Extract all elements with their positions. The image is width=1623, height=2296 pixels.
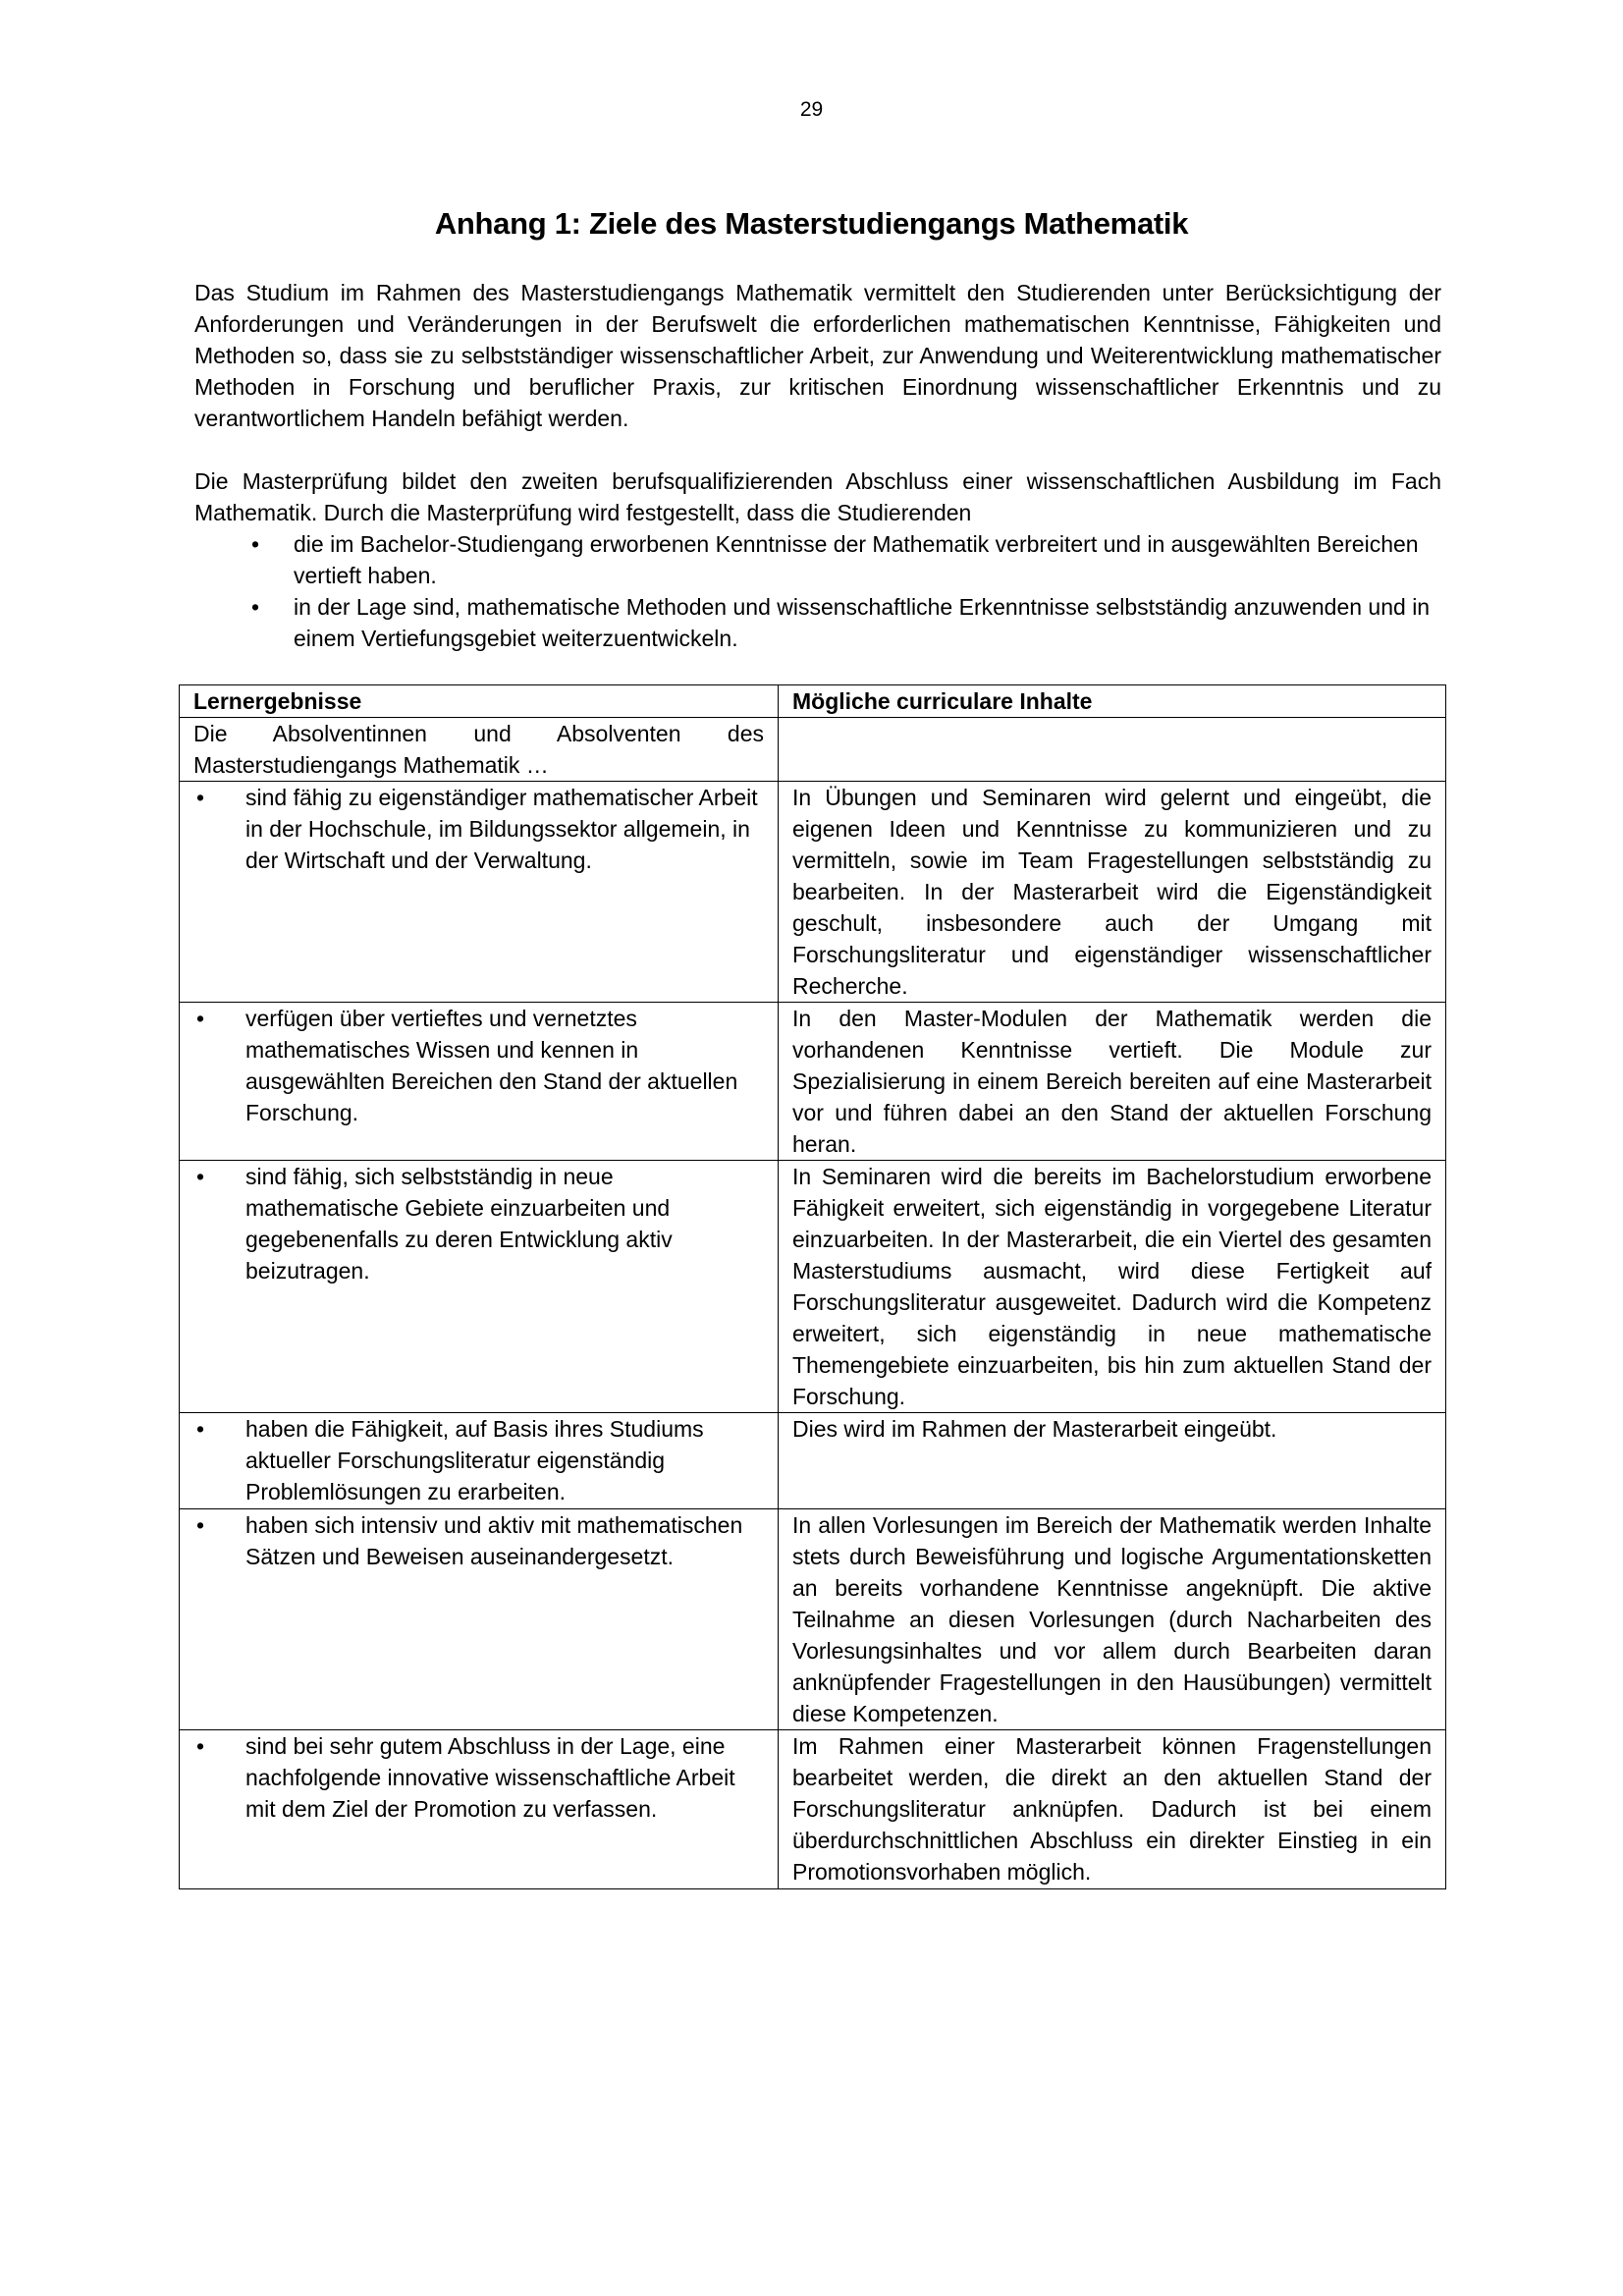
bullet-icon: • bbox=[196, 1006, 205, 1031]
outcome-cell bbox=[180, 1003, 779, 1161]
list-item-text: die im Bachelor-Studiengang erworbenen Kenntnisse der Mathematik verbreitert und in ausgewählten Bereichen vertieft haben. bbox=[294, 531, 1419, 588]
learning-outcomes-table bbox=[179, 684, 1446, 1889]
bullet-icon: • bbox=[196, 1733, 205, 1759]
content-cell: Dies wird im Rahmen der Masterarbeit eingeübt. bbox=[779, 1413, 1446, 1509]
intro-paragraph: Das Studium im Rahmen des Masterstudiengangs Mathematik vermittelt den Studierenden unter Berücksichtigung der Anforderungen und Veränderungen in der Berufswelt die erforderlichen mathematischen Kenntnisse, Fähigkeiten und Methoden so, dass sie zu selbstständiger wissenschaftlicher Arbeit, zur Anwendung und Weiterentwicklung mathematischer Methoden in Forschung und beruflicher Praxis, zur kritischen Einordnung wissenschaftlicher Erkenntnis und zu verantwortlichem Handeln befähigt werden. bbox=[194, 280, 1441, 431]
bullet-icon: • bbox=[196, 1416, 205, 1442]
content-cell: In allen Vorlesungen im Bereich der Mathematik werden Inhalte stets durch Beweisführung und logische Argumentationsketten an bereits vorhandene Kenntnisse angeknüpft. Die aktive Teilnahme an diesen Vorlesungen (durch Nacharbeiten des Vorlesungsinhaltes und vor allem durch Bearbeiten daran anknüpfender Fragestellungen in den Hausübungen) vermittelt diese Kompetenzen. bbox=[779, 1509, 1446, 1730]
bullet-icon: • bbox=[196, 1164, 205, 1189]
table-cell-empty bbox=[779, 718, 1446, 782]
column-header-contents: Mögliche curriculare Inhalte bbox=[779, 685, 1446, 718]
table-row bbox=[180, 1730, 1446, 1889]
outcome-text: haben sich intensiv und aktiv mit mathematischen Sätzen und Beweisen auseinandergesetzt. bbox=[245, 1512, 743, 1569]
outcome-cell bbox=[180, 782, 779, 1003]
outcome-cell bbox=[180, 1413, 779, 1509]
outcome-cell bbox=[180, 1730, 779, 1889]
bullet-icon: • bbox=[196, 785, 205, 810]
content-cell: In Übungen und Seminaren wird gelernt und eingeübt, die eigenen Ideen und Kenntnisse zu kommunizieren und zu vermitteln, sowie im Team Fragestellungen selbstständig zu bearbeiten. In der Masterarbeit wird die Eigenständigkeit geschult, insbesondere auch der Umgang mit Forschungsliteratur und eigenständiger wissenschaftlicher Recherche. bbox=[779, 782, 1446, 1003]
outcome-cell bbox=[180, 1161, 779, 1413]
list-item bbox=[194, 528, 1441, 591]
table-intro-row bbox=[180, 718, 1446, 782]
exam-section bbox=[194, 465, 1441, 654]
outcome-text: haben die Fähigkeit, auf Basis ihres Studiums aktueller Forschungsliteratur eigenständig Problemlösungen zu erarbeiten. bbox=[245, 1416, 704, 1504]
page-number: 29 bbox=[799, 98, 824, 121]
table-row bbox=[180, 1161, 1446, 1413]
table-intro-line: Masterstudiengangs Mathematik … bbox=[193, 752, 549, 778]
outcome-text: verfügen über vertieftes und vernetztes mathematisches Wissen und kennen in ausgewählten Bereichen den Stand der aktuellen Forschung. bbox=[245, 1006, 738, 1125]
page-title: Anhang 1: Ziele des Masterstudiengangs Mathematik bbox=[434, 206, 1189, 241]
table-row bbox=[180, 1509, 1446, 1730]
table-row bbox=[180, 1003, 1446, 1161]
outcome-cell bbox=[180, 1509, 779, 1730]
list-item-text: in der Lage sind, mathematische Methoden und wissenschaftliche Erkenntnisse selbstständig anzuwenden und in einem Vertiefungsgebiet weiterzuentwickeln. bbox=[294, 594, 1431, 651]
content-cell: Im Rahmen einer Masterarbeit können Fragenstellungen bearbeitet werden, die direkt an den aktuellen Stand der Forschungsliteratur anknüpfen. Dadurch ist bei einem überdurchschnittlichen Abschluss ein direkter Einstieg in ein Promotionsvorhaben möglich. bbox=[779, 1730, 1446, 1889]
table-intro-line: Die Absolventinnen und Absolventen des bbox=[193, 721, 764, 746]
outcome-text: sind bei sehr gutem Abschluss in der Lage, eine nachfolgende innovative wissenschaftliche Arbeit mit dem Ziel der Promotion zu verfassen. bbox=[245, 1733, 735, 1822]
list-item bbox=[194, 591, 1441, 654]
table-intro-cell bbox=[180, 718, 779, 782]
outcome-text: sind fähig zu eigenständiger mathematischer Arbeit in der Hochschule, im Bildungssektor allgemein, in der Wirtschaft und der Verwaltung. bbox=[245, 785, 758, 873]
table-header-row bbox=[180, 685, 1446, 718]
bullet-icon: • bbox=[196, 1512, 205, 1538]
bullet-icon: • bbox=[251, 594, 260, 620]
outcome-text: sind fähig, sich selbstständig in neue mathematische Gebiete einzuarbeiten und gegebenenfalls zu deren Entwicklung aktiv beizutragen. bbox=[245, 1164, 673, 1284]
bullet-icon: • bbox=[251, 531, 260, 557]
exam-bullet-list bbox=[194, 528, 1441, 654]
table-row bbox=[180, 1413, 1446, 1509]
content-cell: In den Master-Modulen der Mathematik werden die vorhandenen Kenntnisse vertieft. Die Module zur Spezialisierung in einem Bereich bereiten auf eine Masterarbeit vor und führen dabei an den Stand der aktuellen Forschung heran. bbox=[779, 1003, 1446, 1161]
table-row bbox=[180, 782, 1446, 1003]
column-header-outcomes: Lernergebnisse bbox=[180, 685, 779, 718]
content-cell: In Seminaren wird die bereits im Bachelorstudium erworbene Fähigkeit erweitert, sich eigenständig in vorgegebene Literatur einzuarbeiten. In der Masterarbeit, die ein Viertel des gesamten Masterstudiums ausmacht, wird diese Fertigkeit auf Forschungsliteratur ausgeweitet. Dadurch wird die Kompetenz erweitert, sich eigenständig in neue mathematische Themengebiete einzuarbeiten, bis hin zum aktuellen Stand der Forschung. bbox=[779, 1161, 1446, 1413]
exam-paragraph: Die Masterprüfung bildet den zweiten berufsqualifizierenden Abschluss einer wissenschaftlichen Ausbildung im Fach Mathematik. Durch die Masterprüfung wird festgestellt, dass die Studierenden bbox=[194, 468, 1441, 525]
